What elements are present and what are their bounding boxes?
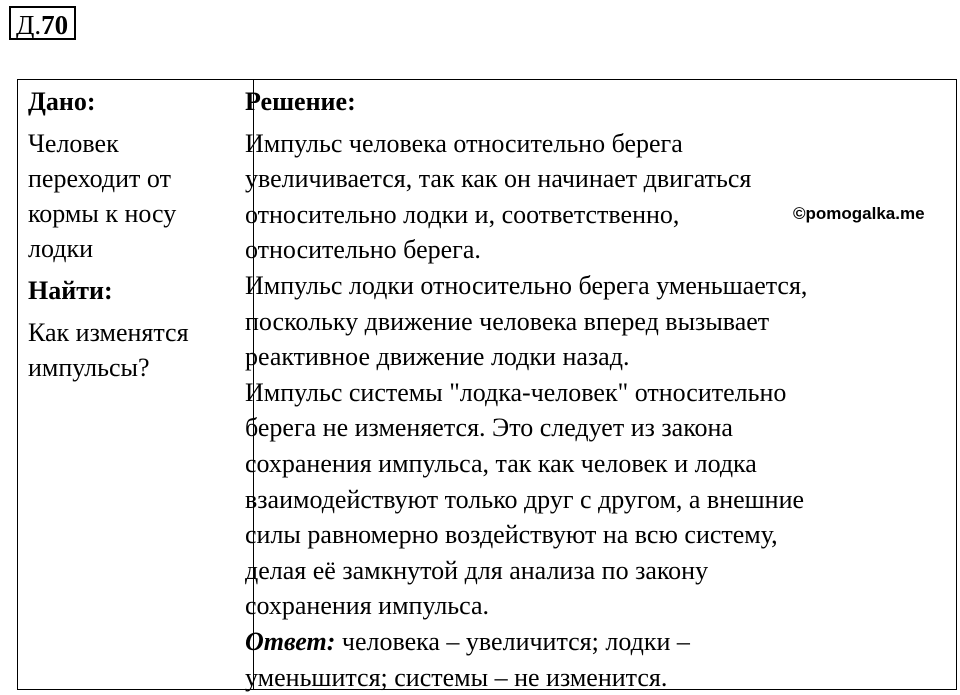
find-line: Как изменятся bbox=[28, 318, 189, 347]
given-text bbox=[28, 126, 243, 266]
given-column bbox=[28, 84, 243, 385]
answer-line: уменьшится; системы – не изменится. bbox=[245, 662, 668, 692]
task-prefix: Д. bbox=[16, 10, 42, 40]
find-text bbox=[28, 315, 243, 385]
given-line: Человек bbox=[28, 129, 119, 158]
given-line: переходит от bbox=[28, 164, 171, 193]
solution-line: сохранения импульса. bbox=[245, 591, 490, 621]
solution-line: Импульс человека относительно берега bbox=[245, 128, 683, 158]
answer-text: человека – увеличится; лодки – bbox=[335, 626, 690, 656]
solution-line: Импульс лодки относительно берега уменьшается, bbox=[245, 270, 808, 300]
solution-line: силы равномерно воздействуют на всю систему, bbox=[245, 520, 778, 550]
solution-table bbox=[17, 79, 957, 690]
task-number: 70 bbox=[41, 10, 69, 40]
answer bbox=[245, 624, 945, 695]
given-line: кормы к носу bbox=[28, 199, 177, 228]
solution-paragraph-system bbox=[245, 375, 945, 624]
solution-line: Импульс системы "лодка-человек" относительно bbox=[245, 377, 787, 407]
solution-heading: Решение: bbox=[245, 87, 356, 116]
task-number-label bbox=[9, 6, 76, 40]
solution-line: взаимодействуют только друг с другом, а внешние bbox=[245, 484, 805, 514]
solution-line: относительно берега. bbox=[245, 235, 481, 265]
solution-paragraph-person bbox=[245, 126, 945, 268]
solution-line: относительно лодки и, соответственно, bbox=[245, 199, 680, 229]
solution-column bbox=[245, 84, 945, 695]
solution-line: сохранения импульса, так как человек и лодка bbox=[245, 448, 757, 478]
find-line: импульсы? bbox=[28, 353, 150, 382]
find-heading: Найти: bbox=[28, 276, 113, 305]
solution-paragraph-boat bbox=[245, 268, 945, 375]
solution-line: делая её замкнутой для анализа по закону bbox=[245, 555, 709, 585]
watermark: ©pomogalka.me bbox=[793, 204, 925, 223]
solution-line: увеличивается, так как он начинает двигаться bbox=[245, 164, 752, 194]
given-heading: Дано: bbox=[28, 87, 96, 116]
solution-line: поскольку движение человека вперед вызывает bbox=[245, 306, 770, 336]
solution-line: берега не изменяется. Это следует из закона bbox=[245, 413, 733, 443]
answer-label: Ответ: bbox=[245, 626, 336, 656]
answer-line bbox=[245, 624, 945, 660]
solution-line: реактивное движение лодки назад. bbox=[245, 342, 630, 372]
given-line: лодки bbox=[28, 234, 93, 263]
